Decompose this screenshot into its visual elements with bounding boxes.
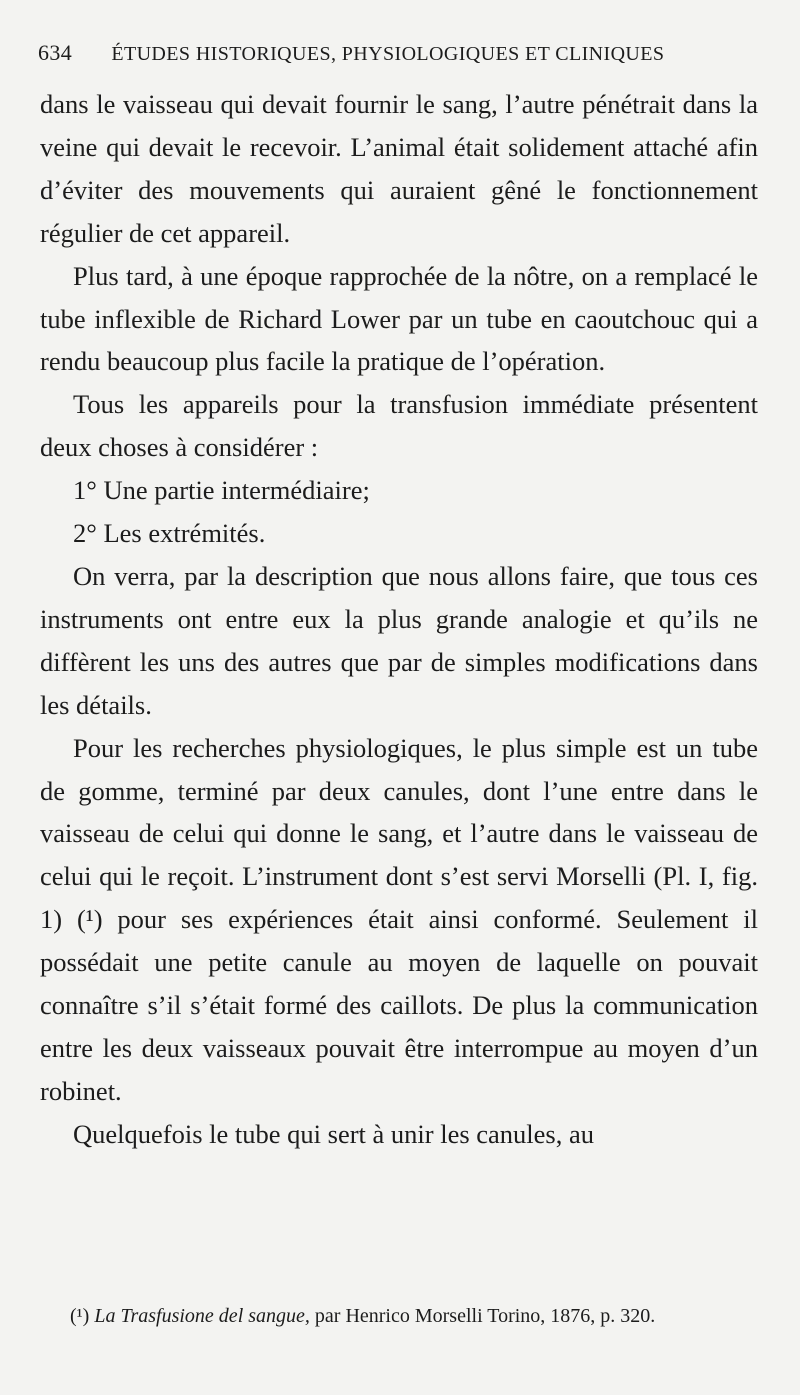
paragraph-6: Quelquefois le tube qui sert à unir les canules, au bbox=[73, 1118, 595, 1149]
paragraph-1: dans le vaisseau qui devait fournir le sang, l’autre pénétrait dans la veine qui devait le recevoir. L’animal était solidement attaché afin d’éviter des mouvements qui auraient gêné le fonctionnement régulier de cet appareil. bbox=[40, 89, 758, 248]
footnote-marker: (¹) bbox=[70, 1305, 90, 1327]
body-text bbox=[40, 83, 758, 1156]
paragraph-2: Plus tard, à une époque rapprochée de la nôtre, on a remplacé le tube inflexible de Richard Lower par un tube en caoutchouc qui a rendu beaucoup plus facile la pratique de l’opération. bbox=[40, 260, 758, 377]
list-item-1: 1° Une partie intermédiaire; bbox=[73, 475, 370, 506]
footnote-work-title: La Trasfusione del sangue, bbox=[94, 1305, 310, 1327]
paragraph-5: Pour les recherches physiologiques, le plus simple est un tube de gomme, terminé par deux canules, dont l’une entre dans le vaisseau de celui qui donne le sang, et l’autre dans le vaisseau de celui qui le reçoit. L’instrument dont s’est servi Morselli (Pl. I, fig. 1) (¹) pour ses expériences était ainsi conformé. Seulement il possédait une petite canule au moyen de laquelle on pouvait connaître s’il s’était formé des caillots. De plus la communication entre les deux vaisseaux pouvait être interrompue au moyen d’un robinet. bbox=[40, 732, 758, 1106]
paragraph-3: Tous les appareils pour la transfusion immédiate présentent deux choses à considérer : bbox=[40, 389, 758, 463]
running-head bbox=[38, 40, 758, 66]
running-head-title: ÉTUDES HISTORIQUES, PHYSIOLOGIQUES ET CLINIQUES bbox=[111, 43, 665, 65]
footnote-citation: par Henrico Morselli Torino, 1876, p. 320. bbox=[314, 1305, 656, 1327]
list-item-2: 2° Les extrémités. bbox=[73, 518, 266, 549]
page-number: 634 bbox=[38, 40, 73, 65]
paragraph-4: On verra, par la description que nous allons faire, que tous ces instruments ont entre eux la plus grande analogie et qu’ils ne diffèrent les uns des autres que par de simples modifications dans les détails. bbox=[40, 560, 758, 720]
footnote-text bbox=[48, 1300, 760, 1332]
footnote bbox=[48, 1300, 760, 1332]
